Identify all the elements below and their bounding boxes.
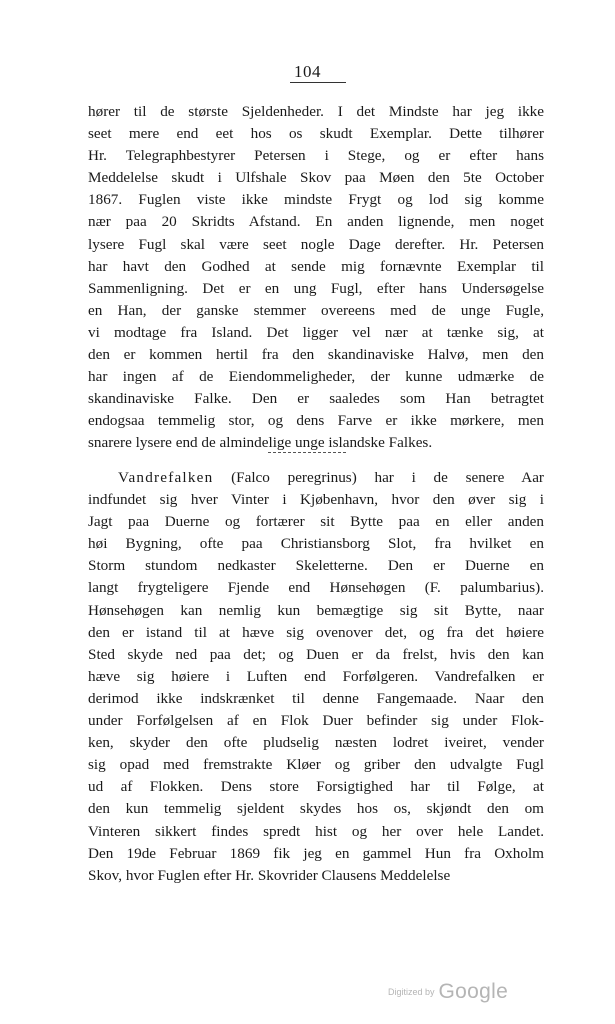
digitized-watermark [388, 980, 508, 1004]
text-line: Skov, hvor Fuglen efter Hr. Skovrider Clausens Meddelelse [88, 866, 451, 884]
text-line: derimod ikke indskrænket til denne Fangemaade. Naar den [88, 689, 544, 707]
text-line: hæve sig høiere i Luften end Forfølgeren. Vandrefalken er [88, 667, 544, 685]
text-line: Jagt paa Duerne og fortærer sit Bytte paa en eller anden [88, 513, 544, 531]
text-line: en Han, der ganske stemmer overeens med de unge Fugle, [88, 301, 544, 319]
text-line: 1867. Fuglen viste ikke mindste Frygt og lod sig komme [88, 191, 544, 209]
species-name: Vandrefalken [118, 469, 214, 486]
page-number: 104 [294, 62, 321, 81]
text-line: vi modtage fra Island. Det ligger vel nær at tænke sig, at [88, 323, 544, 341]
text-line: endogsaa temmelig stor, og dens Farve er ikke mørkere, men [88, 412, 544, 430]
text-line: hører til de største Sjeldenheder. I det Mindste har jeg ikke [88, 103, 544, 120]
section-separator [268, 452, 346, 453]
text-line: ud af Flokken. Dens store Forsigtighed har til Følge, at [88, 778, 544, 796]
text-line: Meddelelse skudt i Ulfshale Skov paa Møen den 5te October [88, 169, 544, 187]
text-line: langt frygteligere Fjende end Hønsehøgen (F. palumbarius). [88, 579, 544, 597]
first-line-rest: (Falco peregrinus) har i de senere Aar [231, 469, 544, 486]
page-number-rule [290, 82, 346, 83]
text-line: Den 19de Februar 1869 fik jeg en gammel Hun fra Oxholm [88, 844, 544, 862]
text-line: den er kommen hertil fra den skandinaviske Halvø, men den [88, 346, 544, 364]
text-line: den er istand til at hæve sig ovenover det, og fra det høiere [88, 623, 544, 641]
text-line: Hønsehøgen kan nemlig kun bemægtige sig sit Bytte, naar [88, 601, 544, 619]
text-line: ken, skyder den ofte pludselig næsten lodret iveiret, vender [88, 734, 544, 752]
text-line: indfundet sig hver Vinter i Kjøbenhavn, hvor den øver sig i [88, 491, 544, 509]
text-line: sig opad med fremstrakte Kløer og griber den udvalgte Fugl [88, 756, 544, 774]
text-line: under Forfølgelsen af en Flok Duer befinder sig under Flok- [88, 712, 544, 730]
text-line-first [88, 467, 544, 489]
watermark-prefix: Digitized by [388, 987, 435, 997]
text-line: Storm stundom nedkaster Skeletterne. Den er Duerne en [88, 557, 544, 575]
text-line: Sted skyde ned paa det; og Duen er da frelst, hvis den kan [88, 645, 544, 663]
paragraph-2 [88, 467, 544, 887]
paragraph-1 [88, 101, 544, 455]
text-line: høi Bygning, ofte paa Christiansborg Slot, fra hvilket en [88, 535, 544, 553]
text-line: Sammenligning. Det er en ung Fugl, efter hans Undersøgelse [88, 279, 544, 297]
text-line: Vinteren sikkert findes spredt hist og her over hele Landet. [88, 822, 544, 840]
text-line: den kun temmelig sjeldent skydes hos os, skjøndt den om [88, 800, 544, 818]
text-line: skandinaviske Falke. Den er saaledes som Han betragtet [88, 390, 544, 408]
text-line: har havt den Godhed at sende mig fornævnte Exemplar til [88, 257, 544, 275]
text-line: Hr. Telegraphbestyrer Petersen i Stege, og er efter hans [88, 147, 544, 165]
text-line: snarere lysere end de almindelige unge islandske Falkes. [88, 434, 433, 452]
text-line: har ingen af de Eiendommeligheder, der kunne udmærke de [88, 368, 544, 386]
text-line: seet mere end eet hos os skudt Exemplar. Dette tilhører [88, 125, 544, 143]
text-line: nær paa 20 Skridts Afstand. En anden lignende, men noget [88, 213, 544, 231]
text-line: lysere Fugl skal være seet nogle Dage derefter. Hr. Petersen [88, 235, 544, 253]
google-logo: Google [438, 980, 509, 1003]
